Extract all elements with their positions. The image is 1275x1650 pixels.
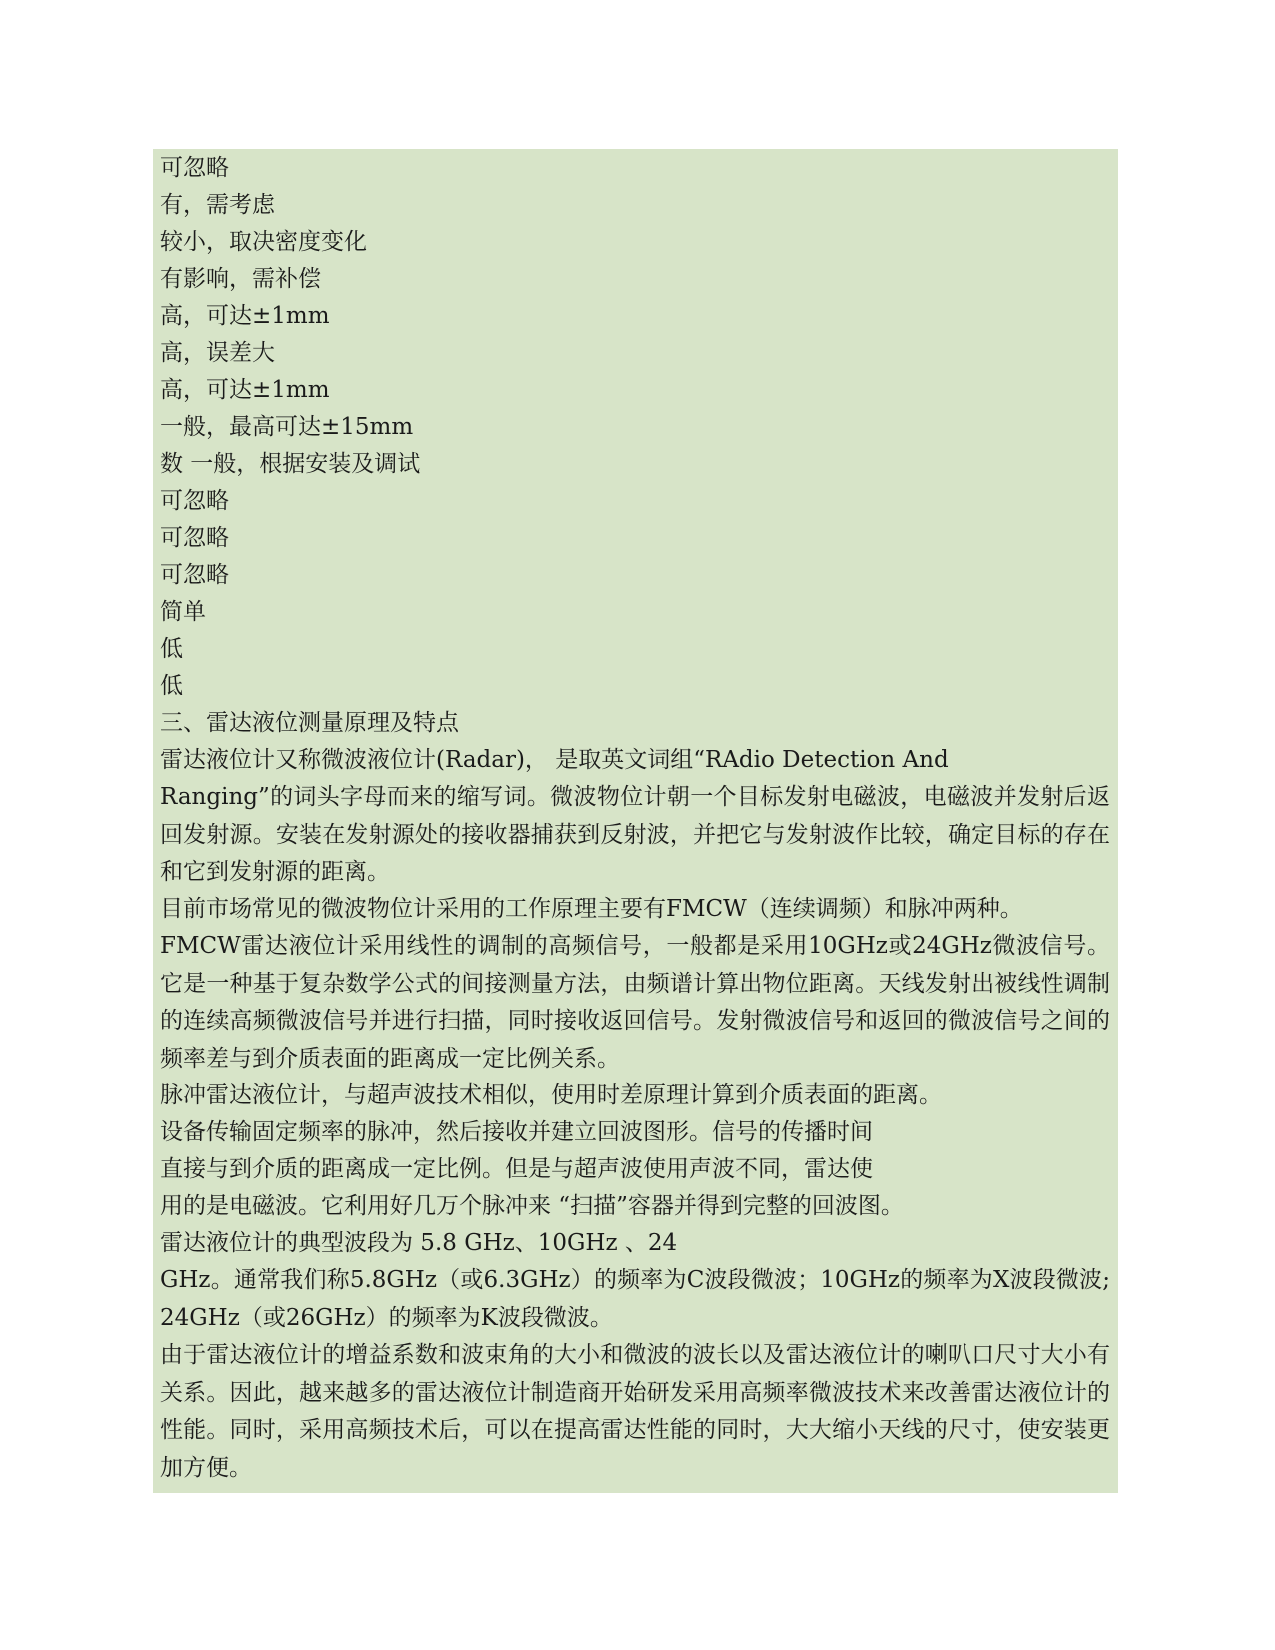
paragraph-line: 雷达液位计的典型波段为 5.8 GHz、10GHz 、24 bbox=[160, 1230, 678, 1256]
comparison-value: 高，误差大 bbox=[160, 340, 275, 366]
section-heading: 三、雷达液位测量原理及特点 bbox=[160, 710, 459, 736]
comparison-value: 可忽略 bbox=[160, 488, 229, 514]
paragraph: 脉冲雷达液位计，与超声波技术相似，使用时差原理计算到介质表面的距离。 bbox=[160, 1082, 942, 1108]
comparison-value: 简单 bbox=[160, 599, 206, 625]
comparison-value: 高，可达±1mm bbox=[160, 377, 330, 403]
comparison-value: 有影响，需补偿 bbox=[160, 266, 321, 292]
paragraph: Ranging”的词头字母而来的缩写词。微波物位计朝一个目标发射电磁波，电磁波并发射后返回发射源。安装在发射源处的接收器捕获到反射波，并把它与发射波作比较，确定目标的存在和它到发射源的距离。 bbox=[160, 784, 1110, 885]
paragraph-line: 用的是电磁波。它利用好几万个脉冲来 “扫描”容器并得到完整的回波图。 bbox=[160, 1193, 904, 1219]
comparison-value: 有，需考虑 bbox=[160, 192, 275, 218]
paragraph: FMCW雷达液位计采用线性的调制的高频信号，一般都是采用10GHz或24GHz微波信号。它是一种基于复杂数学公式的间接测量方法，由频谱计算出物位距离。天线发射出被线性调制的连续高频微波信号并进行扫描，同时接收返回信号。发射微波信号和返回的微波信号之间的频率差与到介质表面的距离成一定比例关系。 bbox=[160, 933, 1110, 1072]
paragraph-line: 雷达液位计又称微波液位计(Radar)， 是取英文词组“RAdio Detection And bbox=[160, 747, 949, 773]
paragraph-line: 直接与到介质的距离成一定比例。但是与超声波使用声波不同，雷达使 bbox=[160, 1156, 873, 1182]
comparison-value: 可忽略 bbox=[160, 562, 229, 588]
comparison-value: 低 bbox=[160, 636, 183, 662]
comparison-value: 可忽略 bbox=[160, 525, 229, 551]
comparison-value: 可忽略 bbox=[160, 155, 229, 181]
paragraph: 由于雷达液位计的增益系数和波束角的大小和微波的波长以及雷达液位计的喇叭口尺寸大小有关系。因此，越来越多的雷达液位计制造商开始研发采用高频率微波技术来改善雷达液位计的性能。同时，采用高频技术后，可以在提高雷达性能的同时，大大缩小天线的尺寸，使安装更加方便。 bbox=[160, 1342, 1110, 1481]
comparison-value: 高，可达±1mm bbox=[160, 303, 330, 329]
comparison-value: 较小，取决密度变化 bbox=[160, 229, 367, 255]
paragraph: GHz。通常我们称5.8GHz（或6.3GHz）的频率为C波段微波；10GHz的频率为X波段微波; 24GHz（或26GHz）的频率为K波段微波。 bbox=[160, 1267, 1110, 1331]
paragraph-line: 设备传输固定频率的脉冲，然后接收并建立回波图形。信号的传播时间 bbox=[160, 1119, 873, 1145]
comparison-value: 数 一般，根据安装及调试 bbox=[160, 451, 421, 477]
comparison-value: 低 bbox=[160, 673, 183, 699]
paragraph: 目前市场常见的微波物位计采用的工作原理主要有FMCW（连续调频）和脉冲两种。 bbox=[160, 896, 1023, 922]
comparison-value: 一般，最高可达±15mm bbox=[160, 414, 414, 440]
